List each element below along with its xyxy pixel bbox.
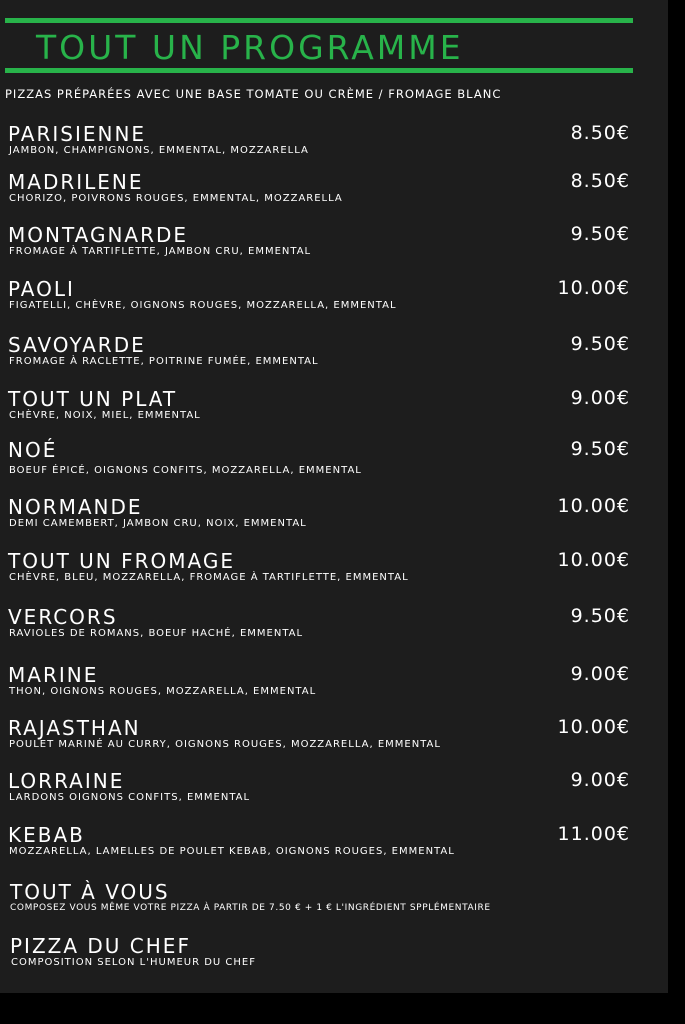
menu-subtitle: PIZZAS PRÉPARÉES AVEC UNE BASE TOMATE OU CRÈME / FROMAGE BLANC [5,87,502,101]
item-price: 9.00€ [570,769,630,791]
item-name: SAVOYARDE [8,333,146,357]
item-description: POULET MARINÉ AU CURRY, OIGNONS ROUGES, MOZZARELLA, EMMENTAL [9,739,441,750]
item-description: CHÈVRE, BLEU, MOZZARELLA, FROMAGE À TARTIFLETTE, EMMENTAL [9,572,409,583]
item-description: CHORIZO, POIVRONS ROUGES, EMMENTAL, MOZZARELLA [9,193,343,204]
header-bottom-bar [5,68,633,73]
item-price: 10.00€ [557,549,630,571]
item-description: FIGATELLI, CHÈVRE, OIGNONS ROUGES, MOZZARELLA, EMMENTAL [9,300,397,311]
item-description: CHÈVRE, NOIX, MIEL, EMMENTAL [9,410,201,421]
item-name: TOUT À VOUS [10,880,170,904]
item-price: 9.50€ [570,333,630,355]
item-name: RAJASTHAN [8,716,141,740]
item-description: THON, OIGNONS ROUGES, MOZZARELLA, EMMENTAL [9,686,317,697]
item-name: KEBAB [8,823,85,847]
item-description: BOEUF ÉPICÉ, OIGNONS CONFITS, MOZZARELLA, EMMENTAL [9,465,362,476]
item-name: MARINE [8,663,99,687]
item-price: 10.00€ [557,716,630,738]
item-description: RAVIOLES DE ROMANS, BOEUF HACHÉ, EMMENTAL [9,628,304,639]
item-name: PARISIENNE [8,122,147,146]
item-price: 10.00€ [557,277,630,299]
item-price: 9.50€ [570,605,630,627]
item-description: MOZZARELLA, LAMELLES DE POULET KEBAB, OIGNONS ROUGES, EMMENTAL [9,846,455,857]
item-price: 10.00€ [557,495,630,517]
item-name: PAOLI [8,277,75,301]
item-name: LORRAINE [8,769,125,793]
item-price: 8.50€ [570,170,630,192]
item-price: 9.00€ [570,387,630,409]
item-name: MADRILENE [8,170,144,194]
item-price: 9.00€ [570,663,630,685]
item-description: COMPOSEZ VOUS MÊME VOTRE PIZZA À PARTIR DE 7.50 € + 1 € L'INGRÉDIENT SPPLÉMENTAIRE [10,903,491,913]
item-name: PIZZA DU CHEF [10,934,191,958]
item-description: LARDONS OIGNONS CONFITS, EMMENTAL [9,792,251,803]
item-name: NORMANDE [8,495,143,519]
header-top-bar [5,18,633,23]
item-name: MONTAGNARDE [8,223,189,247]
item-name: TOUT UN FROMAGE [8,549,235,573]
item-name: TOUT UN PLAT [8,387,178,411]
item-price: 11.00€ [557,823,630,845]
item-name: VERCORS [8,605,118,629]
item-description: DEMI CAMEMBERT, JAMBON CRU, NOIX, EMMENTAL [9,518,307,529]
item-description: FROMAGE À TARTIFLETTE, JAMBON CRU, EMMENTAL [9,246,312,257]
item-price: 9.50€ [570,438,630,460]
item-name: NOÉ [8,438,58,462]
menu-title: TOUT UN PROGRAMME [36,28,464,67]
item-price: 8.50€ [570,122,630,144]
item-description: JAMBON, CHAMPIGNONS, EMMENTAL, MOZZARELLA [9,145,309,156]
item-description: COMPOSITION SELON L'HUMEUR DU CHEF [11,957,257,968]
item-price: 9.50€ [570,223,630,245]
item-description: FROMAGE À RACLETTE, POITRINE FUMÉE, EMMENTAL [9,356,319,367]
